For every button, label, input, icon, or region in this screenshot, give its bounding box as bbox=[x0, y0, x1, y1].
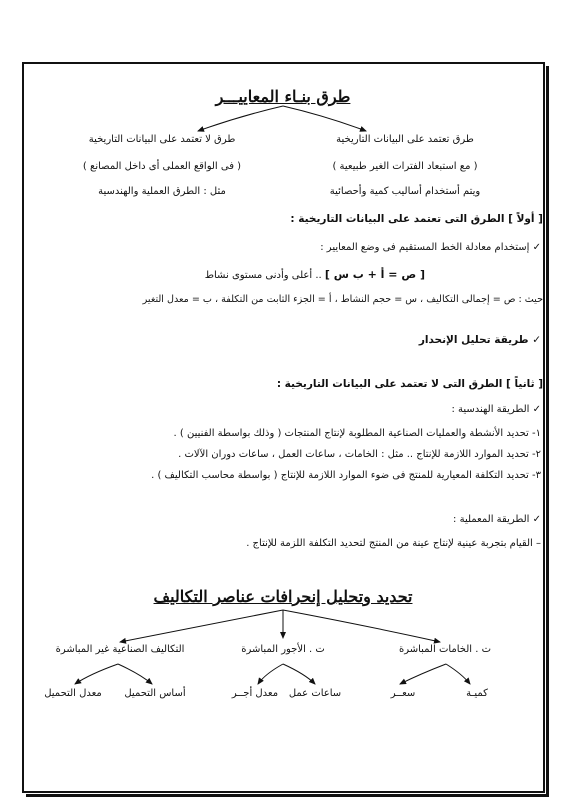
engineering-method-title: الطريقة الهندسية : bbox=[451, 404, 530, 415]
dash-bullet: – bbox=[536, 538, 541, 549]
lab-item: القيام بتجربة عينية لإنتاج عينة من المنتج لتحديد التكلفة اللزمة للإنتاج . bbox=[246, 538, 533, 549]
node-indirect-overhead: التكاليف الصناعية غير المباشرة bbox=[55, 644, 185, 655]
engineering-item-2: ٢- تحديد الموارد اللازمة للإنتاج .. مثل : الخامات ، ساعات العمل ، ساعات دوران الآلات . bbox=[178, 449, 541, 460]
branch-left-line3: مثل : الطرق العملية والهندسية bbox=[98, 186, 226, 197]
section1-item2: طريقة تحليل الإنحدار bbox=[418, 334, 529, 346]
leaf-allocation-rate: معدل التحميل bbox=[44, 688, 102, 699]
lab-method-title: الطريقة المعملية : bbox=[453, 514, 530, 525]
branch-left-line2: ( فى الواقع العملى أى داخل المصانع ) bbox=[82, 161, 242, 172]
node-direct-materials: ت . الخامات المباشرة bbox=[398, 644, 492, 655]
branch-left-heading: طرق لا تعتمد على البيانات التاريخية bbox=[88, 134, 236, 145]
check-icon: ✓ bbox=[532, 404, 541, 415]
section2-heading: [ ثانياً ] الطرق التى لا تعتمد على البيانات التاريخية : bbox=[276, 378, 543, 390]
check-icon: ✓ bbox=[532, 242, 541, 253]
branch-right-line2: ( مع استبعاد الفترات الغير طبيعية ) bbox=[332, 161, 478, 172]
where-definitions: حيث : ص = إجمالى التكاليف ، س = حجم النشاط ، أ = الجزء الثابت من التكلفة ، ب = معدل التغير bbox=[142, 294, 543, 305]
engineering-item-3: ٣- تحديد التكلفة المعيارية للمنتج فى ضوء الموارد اللازمة للإنتاج ( بواسطة محاسب التكاليف ) . bbox=[151, 470, 541, 481]
check-icon: ✓ bbox=[532, 514, 541, 525]
branch-right-line3: ويتم أستخدام أساليب كمية وأحصائية bbox=[329, 186, 481, 197]
node-direct-labor: ت . الأجور المباشرة bbox=[241, 644, 325, 655]
equation-note: .. أعلى وأدنى مستوى نشاط bbox=[204, 270, 322, 281]
check-icon: ✓ bbox=[532, 334, 541, 346]
leaf-wage-rate: معدل أجــر bbox=[231, 688, 279, 699]
leaf-labor-hours: ساعات عمل bbox=[288, 688, 342, 699]
leaf-allocation-base: أساس التحميل bbox=[124, 688, 186, 699]
equation: [ ص = أ + ب س ] bbox=[324, 268, 425, 281]
leaf-quantity: كميـة bbox=[466, 688, 488, 699]
title-standards-methods: طرق بنـاء المعاييـــر bbox=[215, 87, 351, 106]
title-variance-analysis: تحديد وتحليل إنحرافات عناصر التكاليف bbox=[153, 587, 413, 606]
branch-right-heading: طرق تعتمد على البيانات التاريخية bbox=[336, 134, 474, 145]
section1-item1: إستخدام معادلة الخط المستقيم فى وضع المعايير : bbox=[320, 242, 530, 253]
engineering-item-1: ١- تحديد الأنشطة والعمليات الصناعية المطلوبة لإنتاج المنتجات ( وذلك بواسطة الفنيين ) . bbox=[173, 428, 541, 439]
section1-heading: [ أولاً ] الطرق التى تعتمد على البيانات التاريخية : bbox=[290, 213, 543, 225]
leaf-price: سعــر bbox=[390, 688, 416, 699]
